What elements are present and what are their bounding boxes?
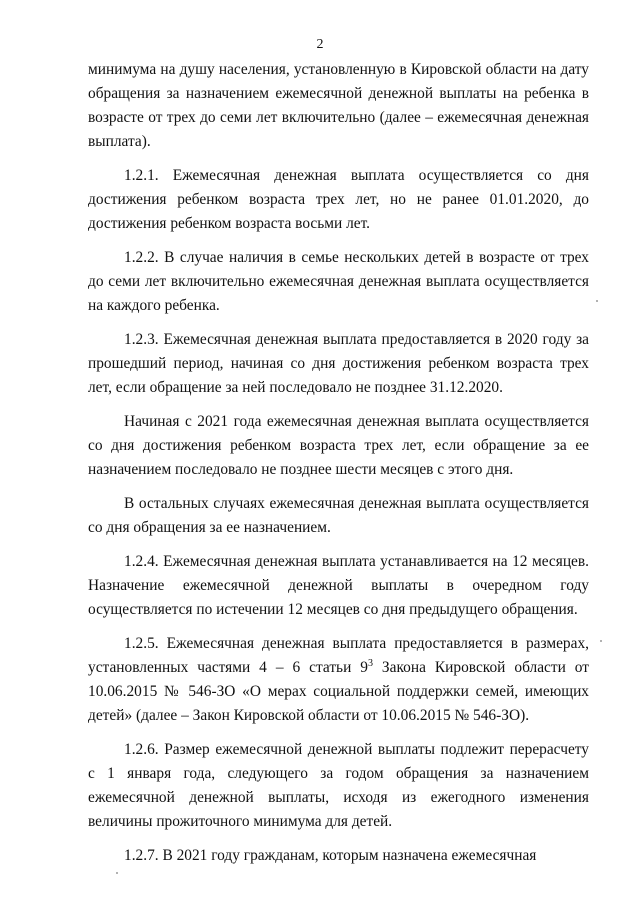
paragraph-from-2021: Начиная с 2021 года ежемесячная денежная выплата осуществляется со дня достижения ребенком возраста трех лет, если обращение за ее назначением последовало не позднее шести месяцев с этого дня.: [88, 413, 589, 478]
paragraph-1-2-5-part-b: Закона Кировской области от 10.06.2015 № 546-ЗО «О мерах социальной поддержки семей, имеющих детей» (далее – Закон Кировской области от 10.06.2015 № 546-ЗО).: [88, 659, 589, 724]
scan-speck: [596, 300, 598, 302]
paragraph-1-2-2: 1.2.2. В случае наличия в семье нескольких детей в возрасте от трех до семи лет включительно ежемесячная денежная выплата осуществляется на каждого ребенка.: [88, 249, 589, 314]
paragraph-1-2-6: 1.2.6. Размер ежемесячной денежной выплаты подлежит перерасчету с 1 января года, следующего за годом обращения за назначением ежемесячной денежной выплаты, исходя из ежегодного изменения величины прожиточного минимума для детей.: [88, 741, 589, 830]
paragraph-1-2-1: 1.2.1. Ежемесячная денежная выплата осуществляется со дня достижения ребенком возраста трех лет, но не ранее 01.01.2020, до достижения ребенком возраста восьми лет.: [88, 167, 589, 232]
document-body: [88, 58, 589, 878]
paragraph-1-2-3: 1.2.3. Ежемесячная денежная выплата предоставляется в 2020 году за прошедший период, начиная со дня достижения ребенком возраста трех лет, если обращение за ней последовало не позднее 31.12.2020.: [88, 331, 589, 396]
scan-speck: [116, 872, 118, 874]
paragraph-continuation: минимума на душу населения, установленную в Кировской области на дату обращения за назначением ежемесячной денежной выплаты на ребенка в возрасте от трех до семи лет включительно (далее – ежемесячная денежная выплата).: [88, 61, 589, 150]
paragraph-1-2-5: [88, 632, 589, 728]
paragraph-1-2-5-part-a: 1.2.5. Ежемесячная денежная выплата предоставляется в размерах, установленных частями 4 – 6 статьи 9: [88, 635, 589, 676]
scan-speck: [600, 640, 602, 642]
paragraph-1-2-4: 1.2.4. Ежемесячная денежная выплата устанавливается на 12 месяцев. Назначение ежемесячной денежной выплаты в очередном году осуществляется по истечении 12 месяцев со дня предыдущего обращения.: [88, 553, 589, 618]
page-number: 2: [316, 37, 324, 52]
article-superscript: 3: [367, 657, 373, 669]
paragraph-other-cases: В остальных случаях ежемесячная денежная выплата осуществляется со дня обращения за ее назначением.: [88, 495, 589, 536]
paragraph-1-2-7: 1.2.7. В 2021 году гражданам, которым назначена ежемесячная: [124, 847, 537, 864]
